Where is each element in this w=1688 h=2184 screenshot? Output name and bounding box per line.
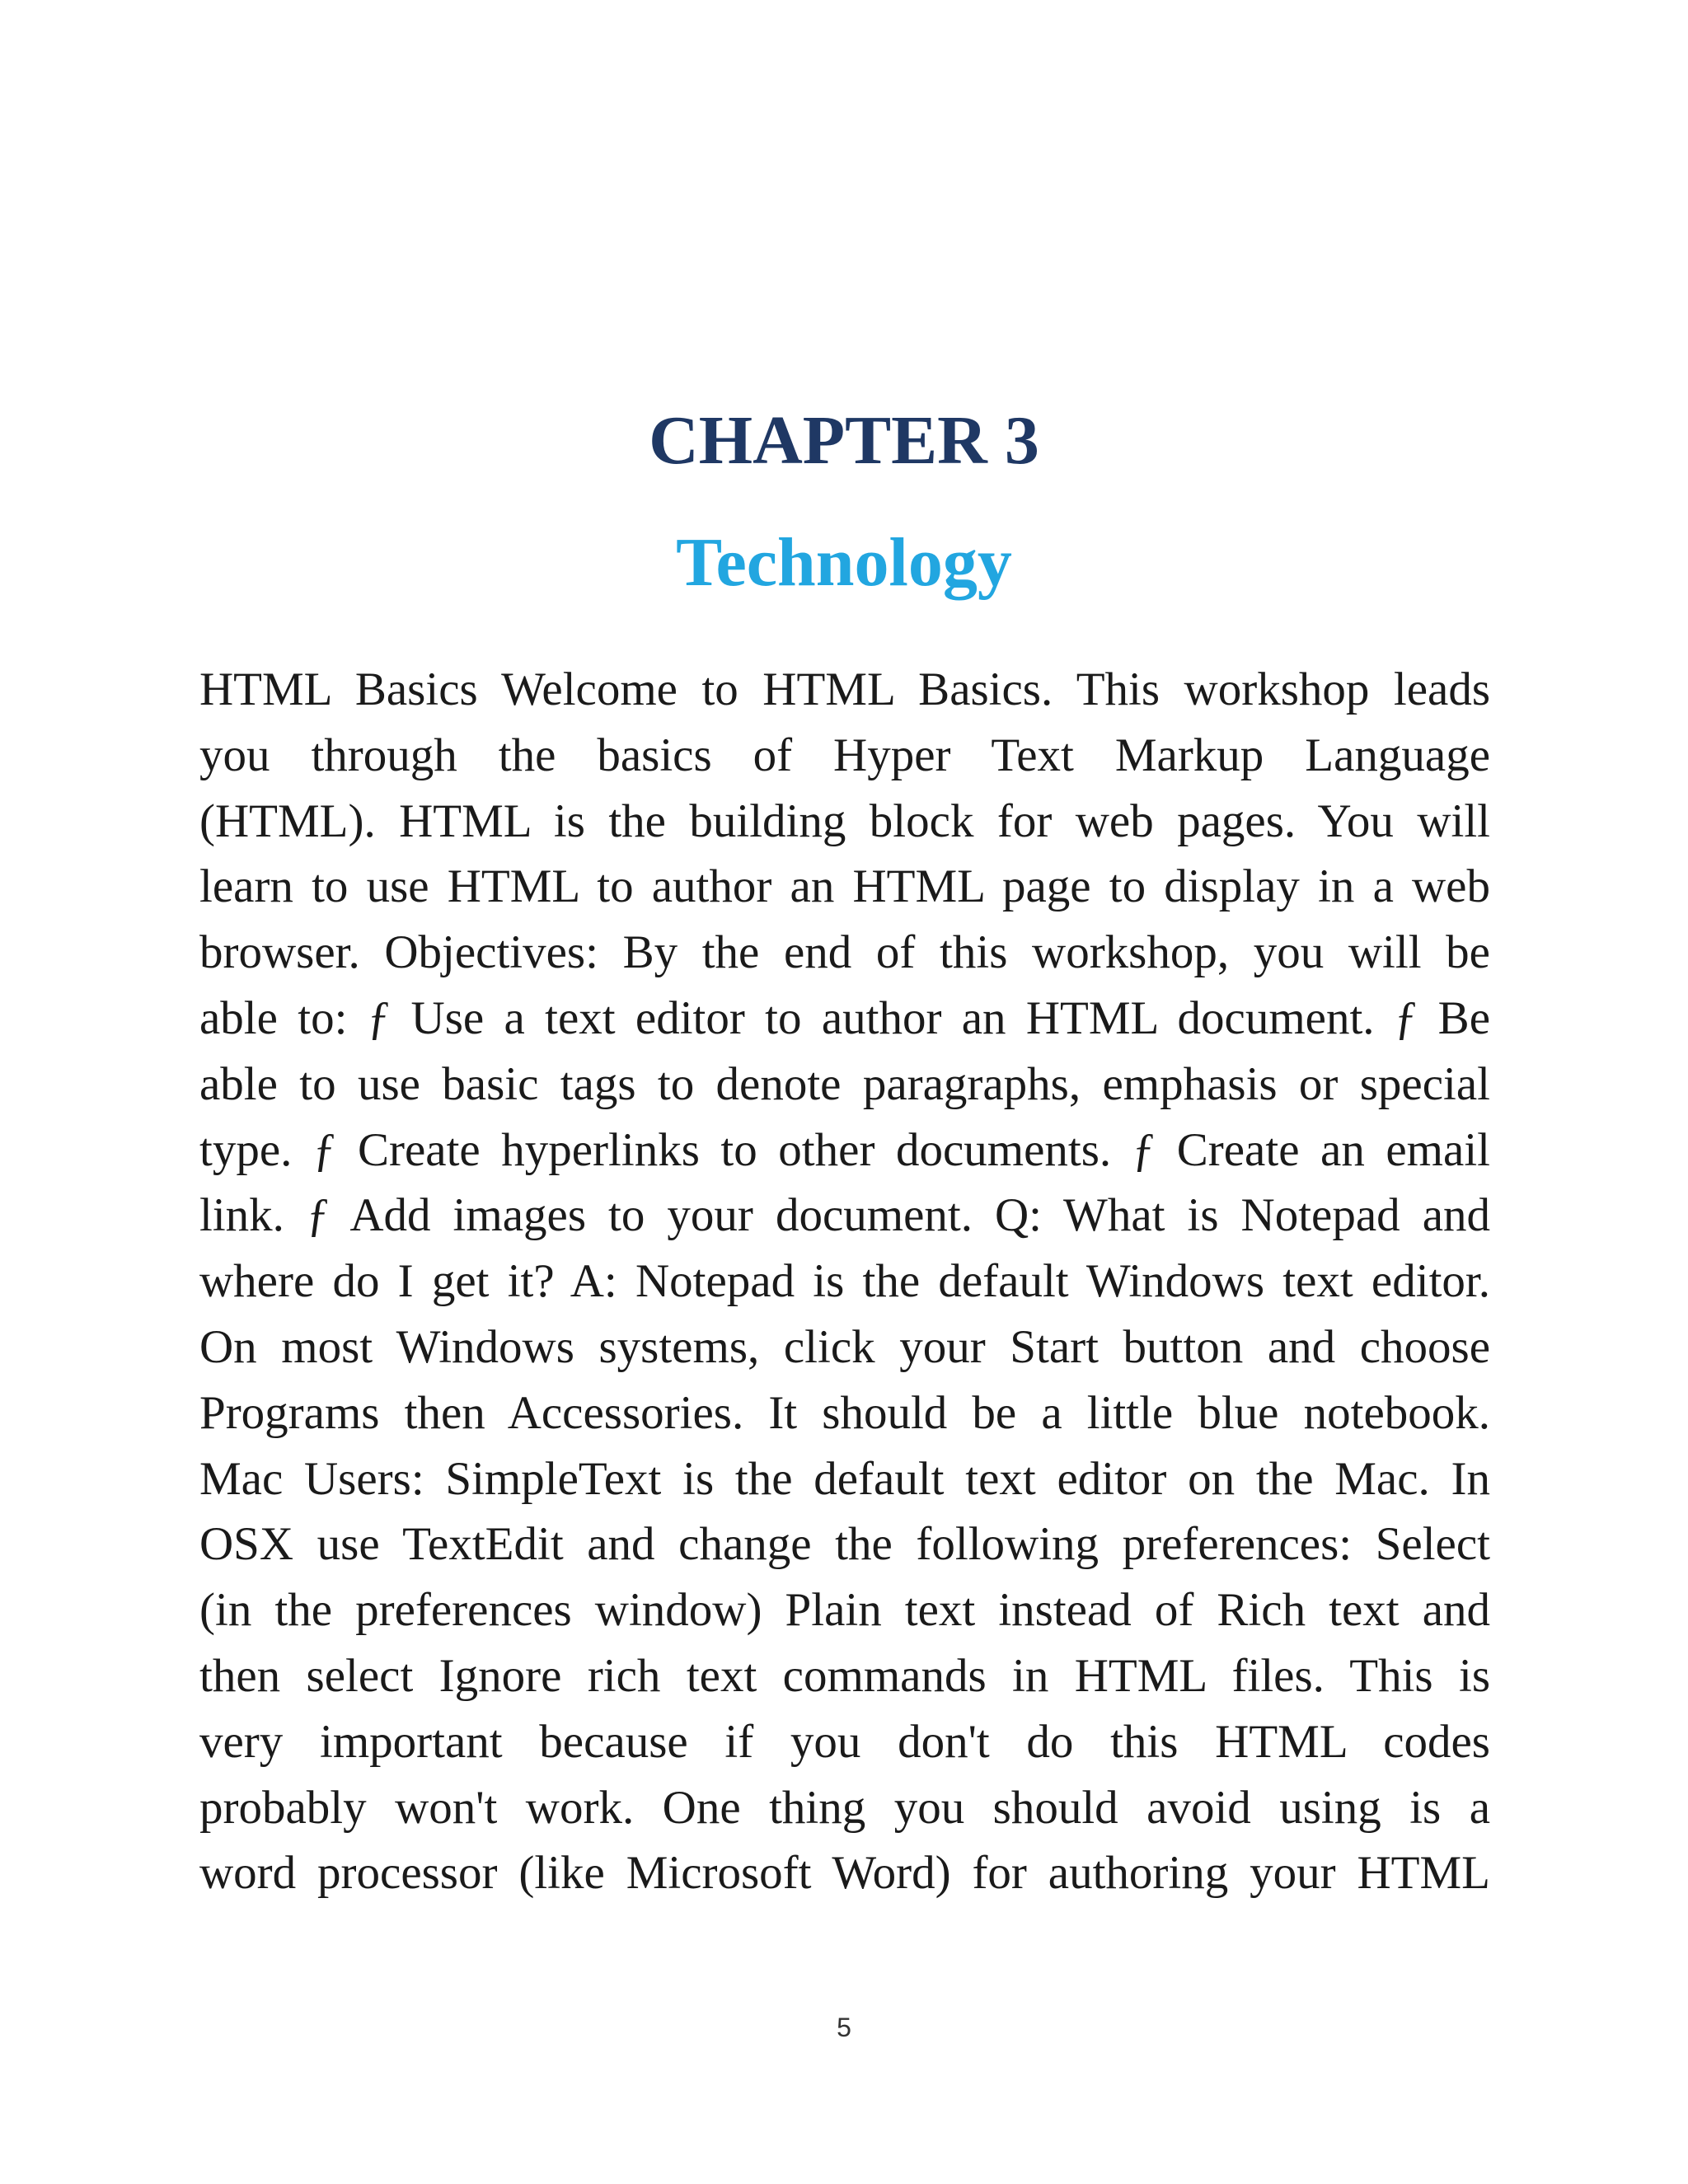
page-number: 5: [837, 2013, 851, 2042]
body-line: type. ƒ Create hyperlinks to other documents. ƒ Create an email: [199, 1123, 1490, 1176]
body-line: you through the basics of Hyper Text Markup Language: [199, 729, 1490, 781]
body-line: learn to use HTML to author an HTML page to display in a web: [199, 860, 1490, 913]
body-line: able to: ƒ Use a text editor to author an HTML document. ƒ Be: [199, 991, 1490, 1044]
body-line: Programs then Accessories. It should be a little blue notebook.: [199, 1386, 1490, 1439]
body-line: word processor (like Microsoft Word) for authoring your HTML: [199, 1847, 1490, 1900]
body-line: (in the preferences window) Plain text instead of Rich text and: [199, 1584, 1490, 1637]
body-line: where do I get it? A: Notepad is the default Windows text editor.: [199, 1255, 1490, 1308]
body-line: OSX use TextEdit and change the following preferences: Select: [199, 1518, 1490, 1571]
body-line: very important because if you don't do this HTML codes: [199, 1715, 1490, 1768]
chapter-label: CHAPTER 3: [649, 402, 1039, 479]
body-line: then select Ignore rich text commands in HTML files. This is: [199, 1649, 1490, 1702]
body-line: Mac Users: SimpleText is the default text editor on the Mac. In: [199, 1452, 1490, 1505]
body-line: (HTML). HTML is the building block for web pages. You will: [199, 794, 1490, 847]
body-line: browser. Objectives: By the end of this workshop, you will be: [199, 926, 1490, 979]
body-line: able to use basic tags to denote paragraphs, emphasis or special: [199, 1057, 1490, 1110]
body-line: link. ƒ Add images to your document. Q: What is Notepad and: [199, 1189, 1490, 1242]
chapter-title: Technology: [676, 524, 1012, 601]
body-line: probably won't work. One thing you should avoid using is a: [199, 1781, 1490, 1834]
body-paragraph: [199, 657, 1490, 1906]
body-line: HTML Basics Welcome to HTML Basics. This workshop leads: [199, 663, 1490, 715]
body-line: On most Windows systems, click your Start button and choose: [199, 1320, 1490, 1373]
